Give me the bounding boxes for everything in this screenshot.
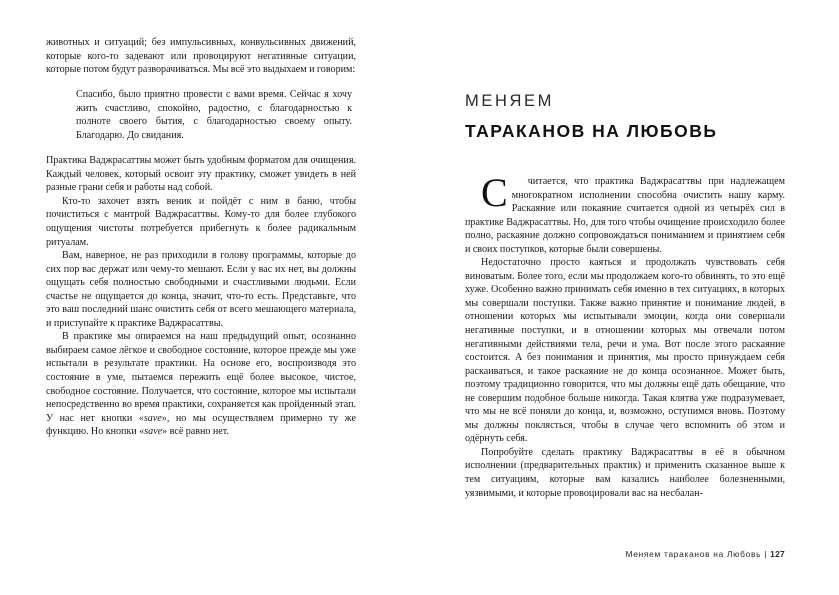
footer-separator: | bbox=[764, 549, 768, 559]
paragraph-with-inline-italics bbox=[46, 330, 356, 438]
paragraph: животных и ситуаций; без импульсивных, конвульсивных движений, которые кого-то задевают или провоцируют негативные ситуации, которые потом будут разворачиваться. Мы всё это выдыхаем и говорим: bbox=[46, 37, 356, 76]
chapter-heading bbox=[465, 92, 795, 143]
left-text-column bbox=[46, 36, 356, 439]
paragraph-text: читается, что практика Ваджрасаттвы при надлежащем многократном исполнении способна очистить нашу карму. Раскаяние или покаяние считается одной из четырёх сил в практике Ваджрасаттвы. Но, для того чтобы очищение происходило более полно, раскаяние должно сопровождаться пониманием и принятием себя и своих поступков, которые были совершены. bbox=[465, 176, 785, 255]
blockquote bbox=[46, 88, 356, 144]
blockquote-text: Спасибо, было приятно провести с вами время. Сейчас я хочу жить счастливо, спокойно, радостно, с благодарностью к полноте своего бытия, с благодарностью своему опыту. Благодарю. До свидания. bbox=[76, 88, 352, 142]
chapter-kicker: МЕНЯЕМ bbox=[465, 92, 554, 110]
paragraph: Кто-то захочет взять веник и пойдёт с ним в баню, чтобы почиститься с мантрой Ваджрасаттвы. Кому-то для более глубокого ощущения чистоты потребуется прибегнуть к более радикальным ритуалам. bbox=[46, 195, 356, 248]
paragraph-part: » всё равно нет. bbox=[162, 426, 229, 438]
paragraph-with-dropcap bbox=[465, 170, 785, 256]
drop-cap: С bbox=[481, 170, 508, 215]
inline-italic-save: save bbox=[143, 412, 162, 424]
left-page bbox=[0, 0, 419, 595]
page-number: 127 bbox=[770, 549, 785, 559]
right-text-column bbox=[465, 170, 785, 500]
page-footer bbox=[625, 549, 785, 559]
paragraph: Практика Ваджрасаттвы может быть удобным форматом для очищения. Каждый человек, который освоит эту практику, сможет увидеть в ней разные грани себя и работы над собой. bbox=[46, 155, 356, 194]
paragraph-part: », но мы осуществляем примерно ту же функцию. Но кнопки « bbox=[46, 412, 356, 438]
chapter-title: ТАРАКАНОВ НА ЛЮБОВЬ bbox=[465, 120, 718, 141]
paragraph-part: В практике мы опираемся на наш предыдущий опыт, осознанно выбираем самое лёгкое и свободное состояние, которое прежде мы уже испытали в результате практики. На основе его, воспроизводя это состояние в уме, пытаемся пережить ещё более высокое, чистое, свободное состояние. Получается, что состояние, которое мы испытали непосредственно во время практики, сохраняется как пройденный этап. У нас нет кнопки « bbox=[46, 331, 356, 424]
inline-italic-save: save bbox=[144, 426, 163, 438]
paragraph: Недостаточно просто каяться и продолжать чувствовать себя виноватым. Более того, если мы продолжаем кого-то обвинять, то это ещё хуже. Особенно важно принимать себя именно в тех ситуациях, в которых мы совершали поступки. Также важно принятие и понимание людей, в отношении которых мы испытывали эмоции, когда они совершали негативные поступки, и в отношении которых мы отвечали потом негативными действиями тела, речи и ума. Вот после этого раскаяние состоится. А без понимания и принятия, мы просто принуждаем себя раскаиваться, и такое раскаяние не до конца осознанное. Может быть, поэтому традиционно говорится, что мы должны ещё дать обещание, что не совершим подобное больше никогда. Такая клятва уже подразумевает, что мы не всё поняли до конца, и, возможно, оступимся вновь. Поэтому мы должны поклясться, чтобы в случае чего вспомнить об этом и одёрнуть себя. bbox=[465, 257, 785, 445]
paragraph: Вам, наверное, не раз приходили в голову программы, которые до сих пор вас держат или чему-то мешают. Если у вас их нет, вы должны ощущать себя полностью свободными и счастливыми людьми. Если счастье не ощущается до конца, значит, что-то есть. Представьте, что это ваш последний шанс очистить себя от всего мешающего материала, и приступайте к практике Ваджрасаттвы. bbox=[46, 250, 356, 329]
running-title: Меняем тараканов на Любовь bbox=[625, 549, 762, 559]
paragraph: Попробуйте сделать практику Ваджрасаттвы в её в обычном исполнении (предварительных практик) и применить сказанное выше к тем ситуациям, которые вам казались наиболее болезненными, уязвимыми, и которые провоцировали вас на несбалан- bbox=[465, 446, 785, 499]
right-page bbox=[419, 0, 839, 595]
